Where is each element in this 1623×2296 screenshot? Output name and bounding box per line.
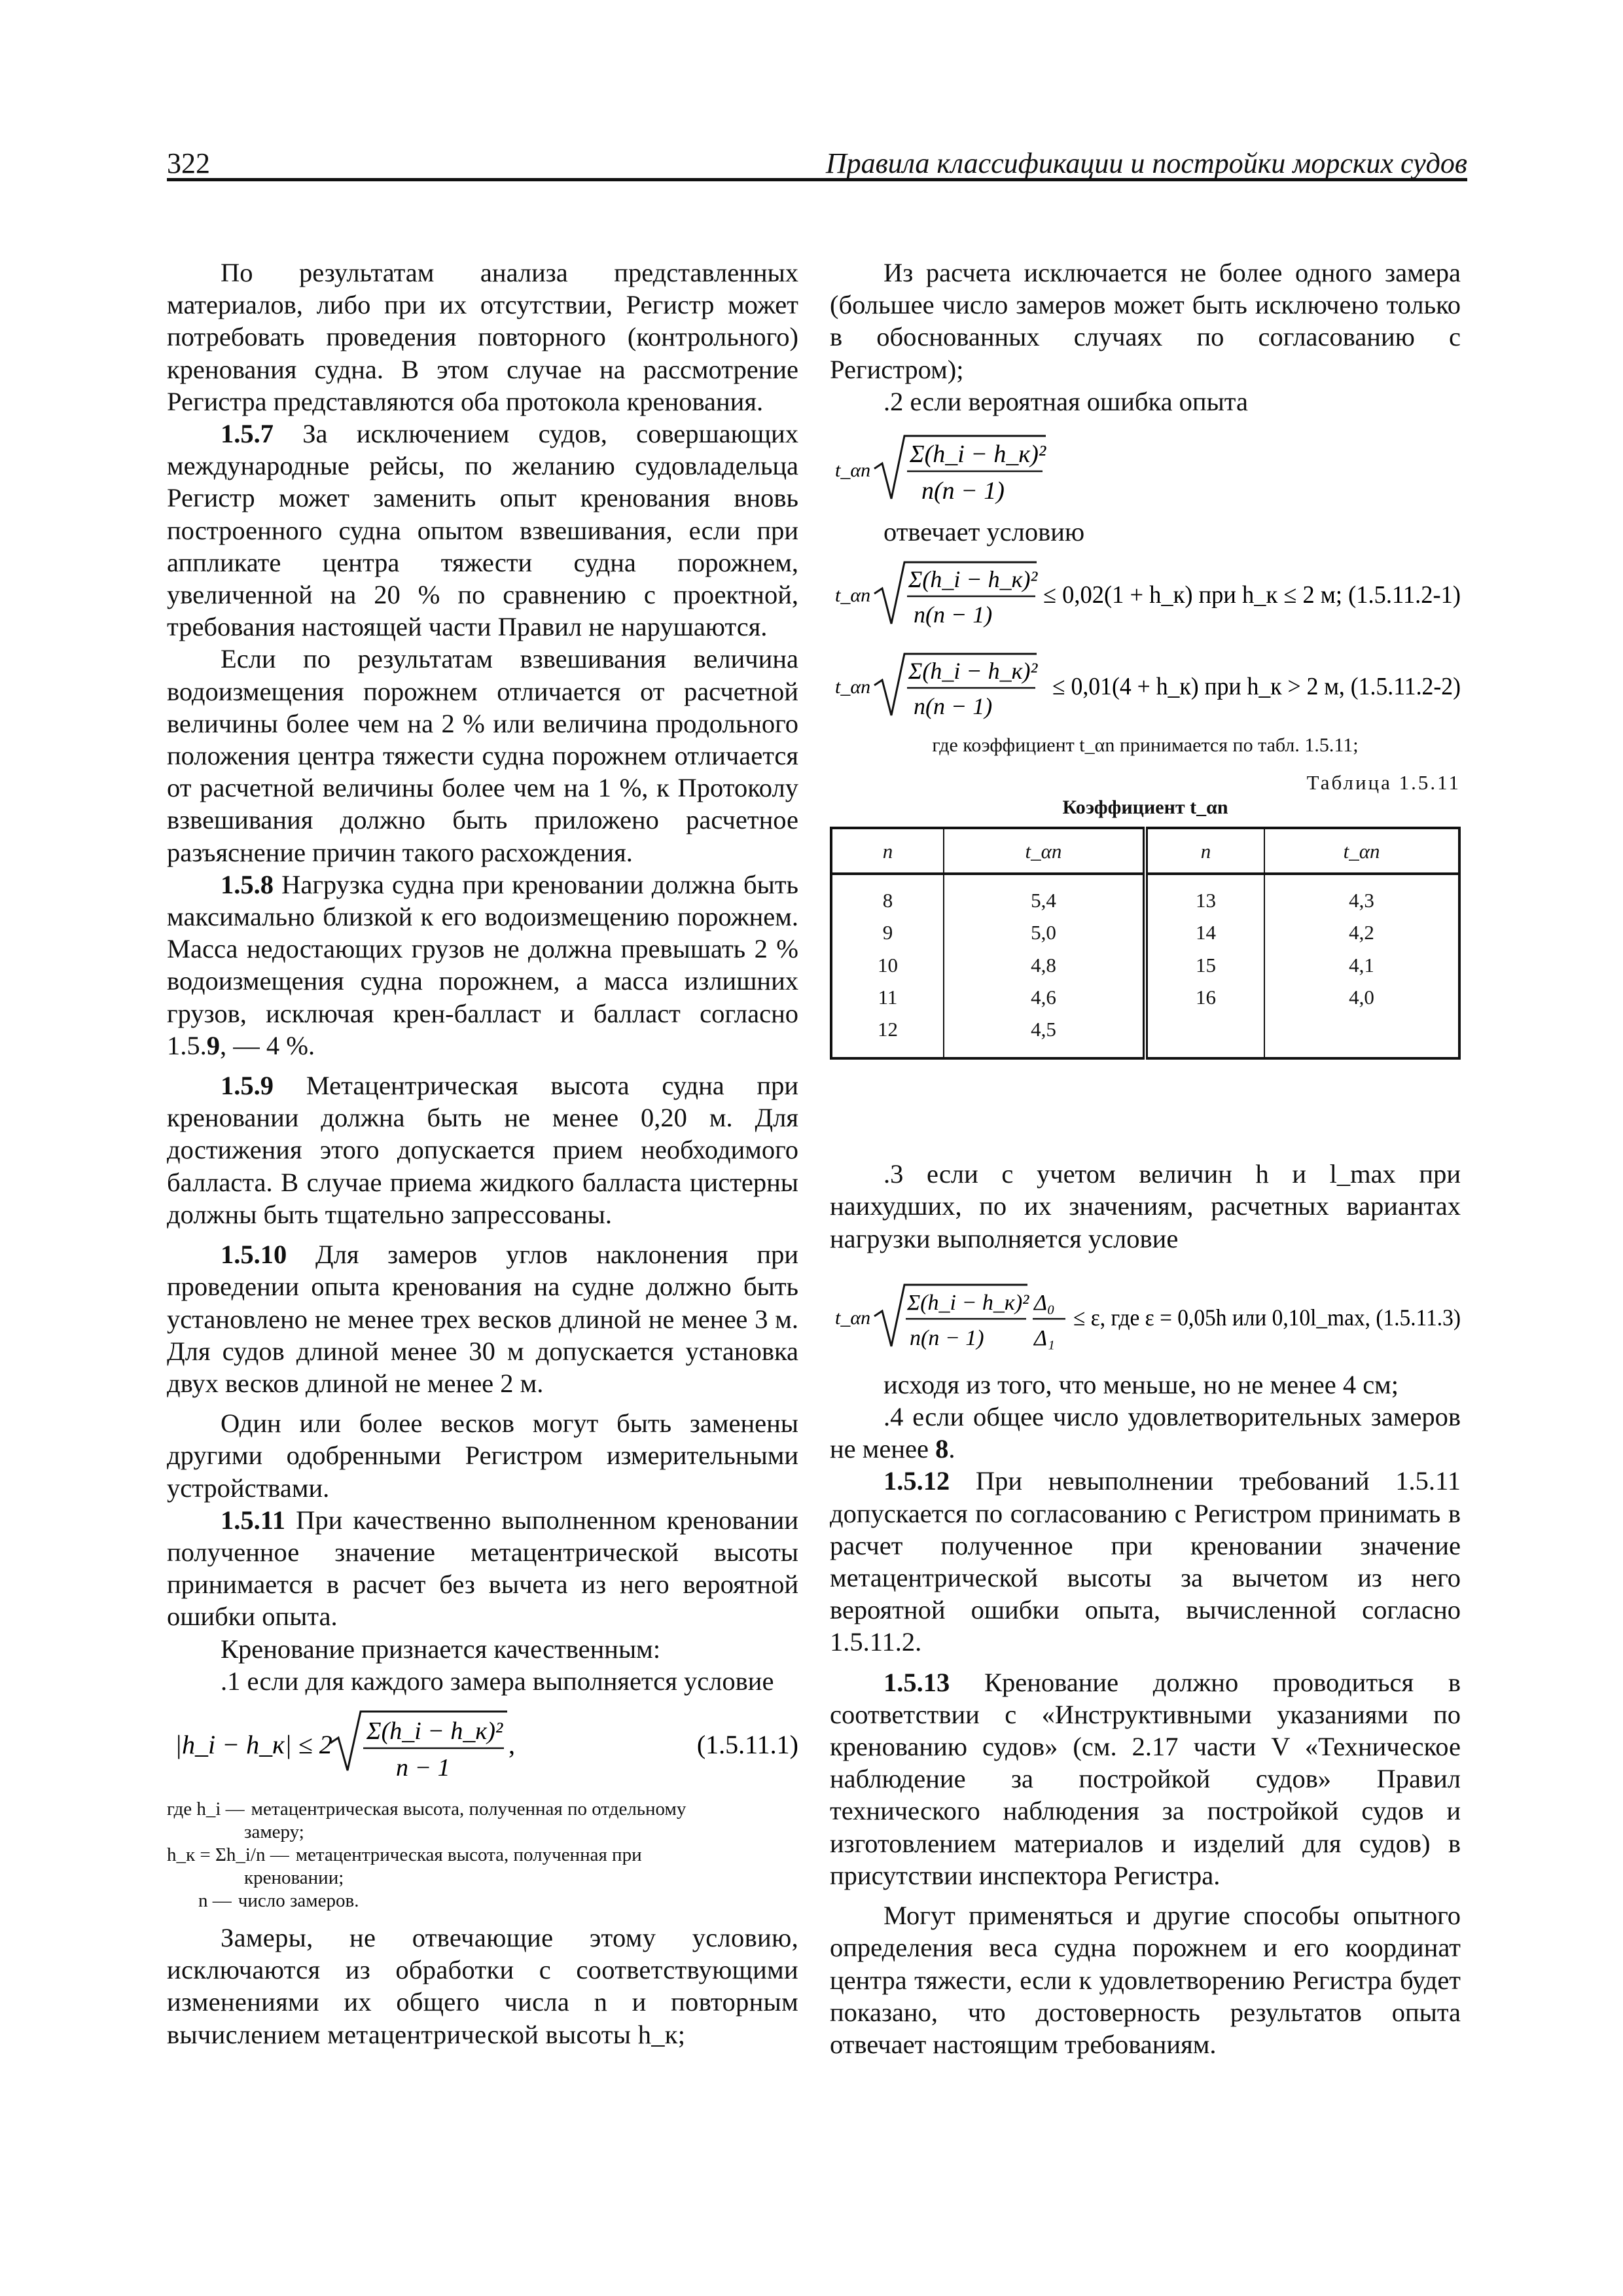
formula-denominator: n − 1 [396,1753,450,1782]
formula-1-5-11-3 [830,1264,1461,1369]
section-1-5-11: 1.5.11 При качественно выполненном креновании полученное значение метацентрической высоты принимается в расчет без вычета из него вероятной ошибки опыта. [167,1505,798,1632]
formula-probable-error [830,418,1461,516]
table-row: 12 4,5 [831,1013,1459,1058]
formula-denominator: n(n − 1) [921,477,1005,505]
formula-numerator: Σ(h_i − h_к)² [366,1717,503,1745]
formula-graphic [830,418,1461,516]
formula-graphic [830,639,1461,731]
section-number: 1.5.12 [883,1466,950,1496]
running-title: Правила классификации и постройки морских судов [825,147,1467,179]
spacer [830,1060,1461,1158]
paragraph: По результатам анализа представленных материалов, либо при их отсутствии, Регистр может потребовать проведения повторного (контрольного) кренования судна. В этом случае на рассмотрение Регистра представляются оба протокола кренования. [167,258,798,416]
formula-condition: ≤ 0,01(4 + h_к) при h_к > 2 м, (1.5.11.2-2) [1052,673,1461,701]
formula-graphic [830,1264,1461,1369]
formula-graphic [167,1697,798,1789]
formula-numerator: Σ(h_i − h_к)² [910,440,1046,469]
definition-row: n — число замеров. [198,1890,359,1911]
section-number: 1.5.8 [221,869,274,899]
table-row: 10 4,8 15 4,1 [831,949,1459,981]
svg-text:Σ(h_i − h_к)²: Σ(h_i − h_к)² [908,566,1038,593]
paragraph: Из расчета исключается не более одного замера (большее число замеров может быть исключено только в обоснованных случаях по согласованию с Регистром); [830,258,1461,384]
column-header: t_αn [1264,828,1459,874]
left-column [167,257,798,2051]
section-1-5-12: 1.5.12 При невыполнении требований 1.5.11 допускается по согласованию с Регистром принимать в расчет полученное при креновании значение метацентрической высоты за вычетом из него вероятной ошибки опыта, вычисленной согласно 1.5.11.2. [830,1466,1461,1657]
paragraph: .2 если вероятная ошибка опыта [883,386,1248,416]
table-row: 8 5,4 13 4,3 [831,874,1459,916]
formula-lhs: |h_i − h_к| ≤ 2 [175,1729,332,1759]
right-column [830,257,1461,2060]
page-number: 322 [167,147,210,179]
table-row: 11 4,6 16 4,0 [831,981,1459,1013]
formula-graphic [830,548,1461,639]
section-1-5-9: 1.5.9 Метацентрическая высота судна при креновании должна быть не менее 0,20 м. Для достижения этого допускается прием необходимого балласта. В случае приема жидкого балласта цистерны должны быть тщательно запрессованы. [167,1071,798,1229]
formula-1-5-11-2-2 [830,639,1461,731]
formula-condition: ≤ ε, где ε = 0,05h или 0,10l_max, (1.5.11.3) [1073,1304,1461,1331]
paragraph: Один или более весков могут быть заменены другими одобренными Регистром измерительными устройствами. [167,1408,798,1503]
paragraph: отвечает условию [883,517,1085,547]
section-1-5-10: 1.5.10 Для замеров углов наклонения при проведении опыта кренования на судне должно быть установлено не менее трех весков длиной не менее 3 м. Для судов длиной менее 30 м допускается установка двух весков длиной не менее 2 м. [167,1240,798,1398]
formula-coefficient: t_αn [835,459,871,482]
table-note: где коэффициент t_αn принимается по табл. 1.5.11; [932,734,1359,757]
section-1-5-7: 1.5.7 За исключением судов, совершающих международные рейсы, по желанию судовладельца Регистр может заменить опыт кренования вновь построенного судна опытом взвешивания, если при аппликате центра тяжести судна порожнем, увеличенной на 20 % по сравнению с проектной, требования настоящей части Правил не нарушаются. [167,419,798,642]
section-number: 1.5.11 [221,1505,286,1535]
column-header: n [1145,828,1264,874]
table-row: 9 5,0 14 4,2 [831,916,1459,948]
paragraph: .1 если для каждого замера выполняется условие [221,1666,774,1696]
svg-text:n(n − 1): n(n − 1) [910,1325,984,1350]
section-number: 1.5.7 [221,419,274,449]
definition-row: где h_i — метацентрическая высота, полученная по отдельному [167,1798,687,1820]
paragraph: Кренование признается качественным: [221,1634,661,1664]
svg-text:t_αn: t_αn [835,676,871,698]
section-1-5-13: 1.5.13 Кренование должно проводиться в соответствии с «Инструктивными указаниями по кренованию судов» (см. 2.17 части V «Техническое наблюдение за постройкой судов» Правил технического наблюдения за постройкой судов и изготовлением материалов и изделий для судов) в присутствии инспектора Регистра. [830,1667,1461,1890]
table-header-row [831,828,1459,874]
svg-text:Σ(h_i − h_к)²: Σ(h_i − h_к)² [908,658,1038,685]
svg-text:t_αn: t_αn [835,1306,871,1329]
formula-comma: , [508,1729,515,1759]
paragraph: исходя из того, что меньше, но не менее 4 см; [883,1369,1399,1399]
table-label: Таблица 1.5.11 [1306,771,1461,795]
formula-1-5-11-2-1 [830,548,1461,639]
delta-1: Δ₁ [1034,1325,1055,1350]
svg-text:Σ(h_i − h_к)²: Σ(h_i − h_к)² [907,1290,1029,1315]
table-title: Коэффициент t_αn [1062,797,1228,819]
definition-row: h_к = Σh_i/n — метацентрическая высота, полученная при [167,1844,642,1865]
svg-text:n(n − 1): n(n − 1) [914,601,993,628]
paragraph: .3 если с учетом величин h и l_max при наихудших, по их значениям, расчетных вариантах нагрузки выполняется условие [830,1159,1461,1253]
delta-0: Δ₀ [1034,1290,1055,1315]
paragraph: Замеры, не отвечающие этому условию, исключаются из обработки с соответствующими изменениями их общего числа n и повторным вычислением метацентрической высоты h_к; [167,1922,798,2049]
header-rule [167,178,1467,181]
svg-text:t_αn: t_αn [835,584,871,607]
svg-text:n(n − 1): n(n − 1) [914,693,993,720]
formula-label: (1.5.11.1) [696,1729,798,1759]
section-1-5-8: 1.5.8 Нагрузка судна при креновании должна быть максимально близкой к его водоизмещению порожнем. Масса недостающих грузов не должна превышать 2 % водоизмещения судна порожнем, а масса излишних грузов, исключая крен-балласт и балласт согласно 1.5.9, — 4 %. [167,869,798,1060]
column-header: t_αn [944,828,1145,874]
formula-condition: ≤ 0,02(1 + h_к) при h_к ≤ 2 м; (1.5.11.2-1) [1043,581,1461,609]
section-number: 1.5.10 [221,1240,287,1270]
variable-definitions: где h_i — метацентрическая высота, полученная по отдельному замеру; h_к = Σh_i/n — метацентрическая высота, полученная при креновании; n — число замеров. [167,1798,798,1912]
paragraph: Если по результатам взвешивания величина водоизмещения порожнем отличается от расчетной величины более чем на 2 % или величина продольного положения центра тяжести судна порожнем отличается от расчетной величины более чем на 1 %, к Протоколу взвешивания должно быть приложено расчетное разъяснение причин такого расхождения. [167,644,798,867]
section-number: 1.5.13 [883,1667,950,1697]
coefficient-table [830,827,1461,1060]
column-header: n [831,828,944,874]
section-number: 1.5.9 [221,1071,274,1101]
paragraph: .4 если общее число удовлетворительных замеров не менее 8. [830,1402,1461,1464]
formula-1-5-11-1 [167,1697,798,1789]
paragraph: Могут применяться и другие способы опытного определения веса судна порожнем и его координат центра тяжести, если к удовлетворению Регистра будет показано, что достоверность результатов опыта отвечает настоящим требованиям. [830,1901,1461,2059]
